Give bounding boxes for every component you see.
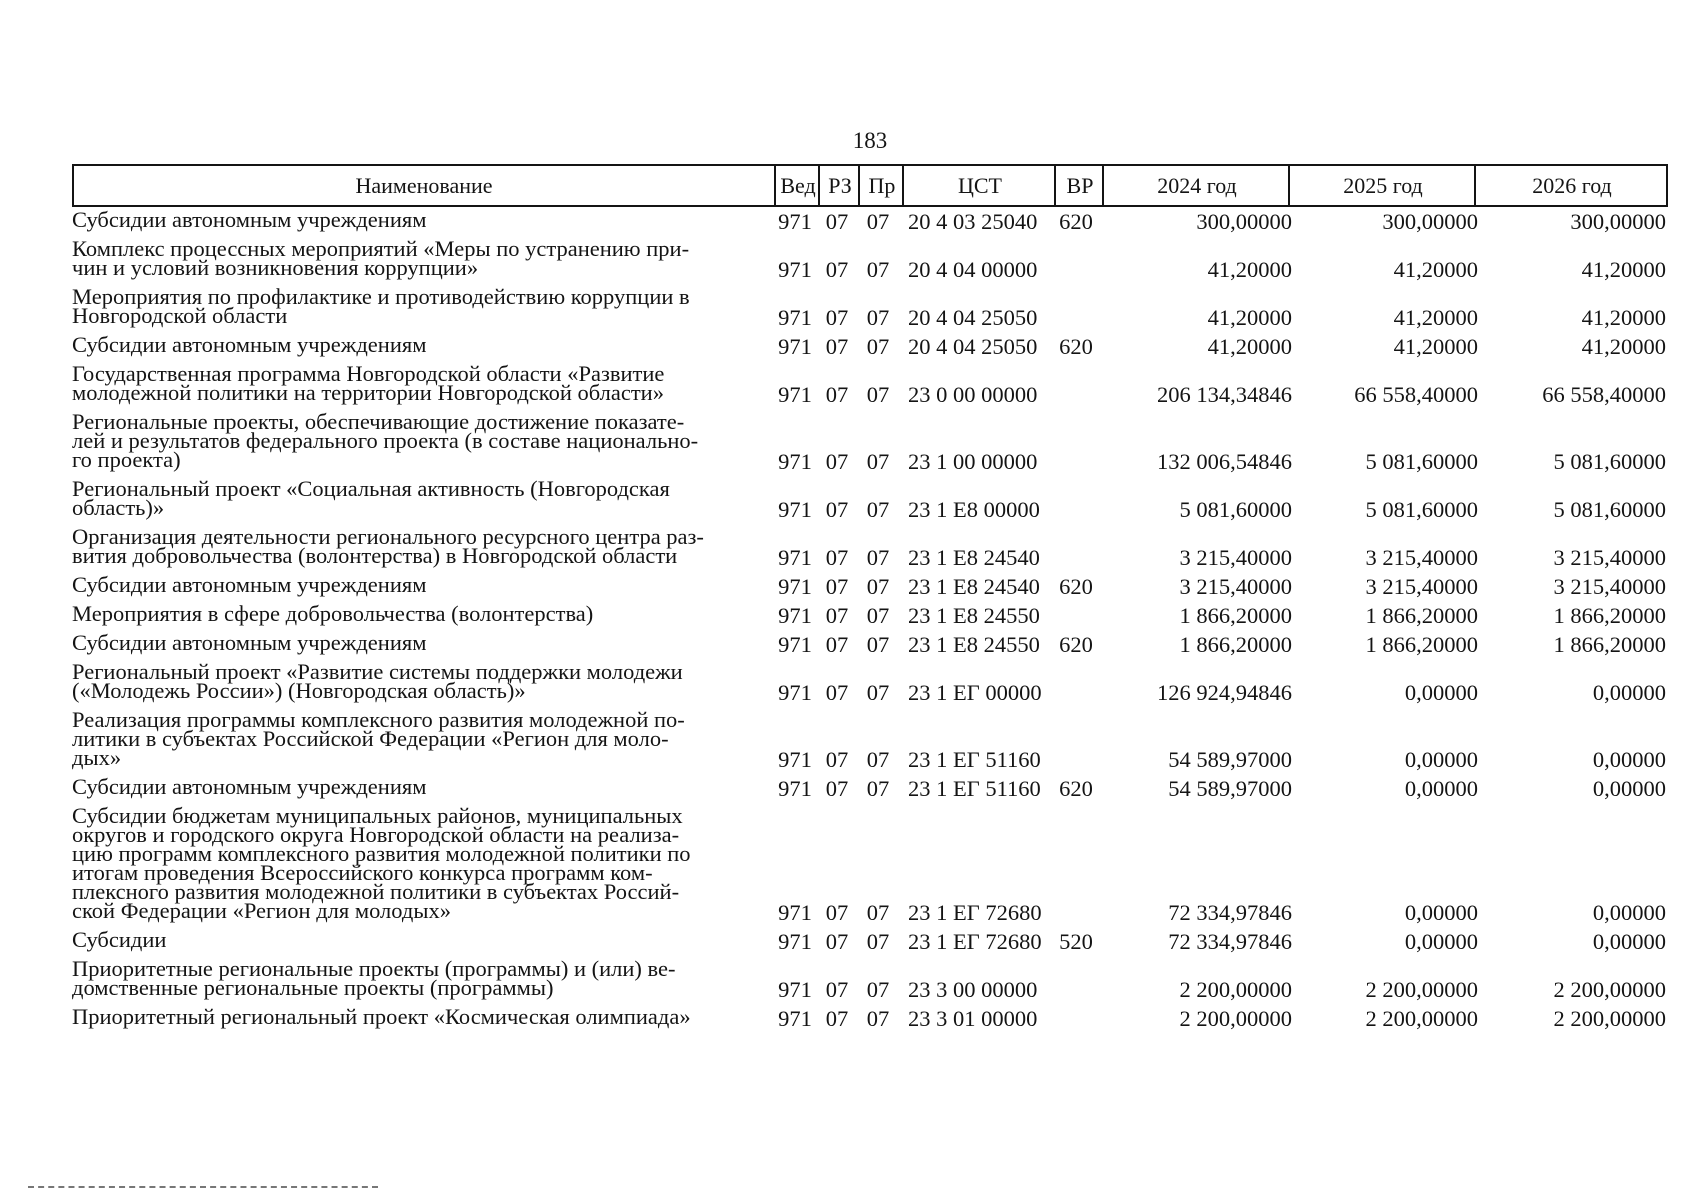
- row-name: [72, 476, 764, 520]
- amount-2025: 5 081,60000: [1365, 497, 1478, 522]
- pr-cell: 07: [866, 929, 890, 954]
- row-name-line: итогам проведения Всероссийского конкурса программ ком-: [72, 860, 653, 885]
- amount-2024: 3 215,40000: [1179, 574, 1292, 599]
- ved-cell: 971: [778, 209, 812, 234]
- row-name-line: Субсидии автономным учреждениям: [72, 332, 427, 357]
- amount-2024: 41,20000: [1207, 334, 1292, 359]
- amount-2025: 2 200,00000: [1365, 1006, 1478, 1031]
- ved-cell: 971: [778, 305, 812, 330]
- pr-cell: 07: [866, 900, 890, 925]
- cst-cell: 23 1 00 00000: [908, 449, 1038, 474]
- amount-2025: 0,00000: [1404, 747, 1478, 772]
- ved-cell: 971: [778, 929, 812, 954]
- header-2025: 2025 год: [1288, 166, 1476, 205]
- row-name-line: («Молодежь России») (Новгородская область)»: [72, 678, 526, 703]
- amount-2024: 5 081,60000: [1179, 497, 1292, 522]
- row-name-line: Реализация программы комплексного развития молодежной по-: [72, 707, 685, 732]
- rz-cell: 07: [825, 545, 849, 570]
- table-row: [72, 572, 1668, 601]
- row-name-line: дых»: [72, 745, 122, 770]
- table-row: [72, 601, 1668, 630]
- row-name-line: Мероприятия в сфере добровольчества (волонтерства): [72, 601, 594, 626]
- header-ved: Вед: [774, 166, 820, 205]
- header-pr: Пр: [858, 166, 904, 205]
- row-name-line: лей и результатов федерального проекта (в составе национально-: [72, 428, 699, 453]
- amount-2026: 300,00000: [1570, 209, 1666, 234]
- amount-2026: 0,00000: [1592, 900, 1666, 925]
- header-vr: ВР: [1054, 166, 1104, 205]
- cst-cell: 23 1 E8 24540: [908, 574, 1040, 599]
- amount-2026: 0,00000: [1592, 680, 1666, 705]
- amount-2026: 3 215,40000: [1553, 545, 1666, 570]
- row-name: [72, 207, 764, 232]
- ved-cell: 971: [778, 977, 812, 1002]
- ved-cell: 971: [778, 574, 812, 599]
- row-name: [72, 361, 764, 405]
- ved-cell: 971: [778, 747, 812, 772]
- cst-cell: 23 1 ЕГ 51160: [908, 776, 1041, 801]
- ved-cell: 971: [778, 449, 812, 474]
- pr-cell: 07: [866, 305, 890, 330]
- pr-cell: 07: [866, 257, 890, 282]
- rz-cell: 07: [825, 497, 849, 522]
- row-name-line: Субсидии бюджетам муниципальных районов, муниципальных: [72, 803, 683, 828]
- row-name: [72, 236, 764, 280]
- row-name-line: Региональные проекты, обеспечивающие достижение показате-: [72, 409, 685, 434]
- cst-cell: 23 3 00 00000: [908, 977, 1038, 1002]
- table-row: [72, 476, 1668, 524]
- cst-cell: 23 1 ЕГ 51160: [908, 747, 1041, 772]
- cst-cell: 20 4 04 00000: [908, 257, 1038, 282]
- cst-cell: 23 1 E8 00000: [908, 497, 1040, 522]
- table-row: [72, 927, 1668, 956]
- row-name-line: Новгородской области: [72, 303, 288, 328]
- footer-rule: [28, 1186, 378, 1188]
- row-name: [72, 409, 764, 472]
- row-name-line: домственные региональные проекты (программы): [72, 975, 554, 1000]
- rz-cell: 07: [825, 209, 849, 234]
- table-row: [72, 803, 1668, 927]
- row-name: [72, 803, 764, 923]
- amount-2026: 5 081,60000: [1553, 497, 1666, 522]
- amount-2024: 72 334,97846: [1168, 929, 1292, 954]
- pr-cell: 07: [866, 209, 890, 234]
- rz-cell: 07: [825, 449, 849, 474]
- rz-cell: 07: [825, 900, 849, 925]
- pr-cell: 07: [866, 545, 890, 570]
- amount-2025: 0,00000: [1404, 680, 1478, 705]
- cst-cell: 23 3 01 00000: [908, 1006, 1038, 1031]
- rz-cell: 07: [825, 977, 849, 1002]
- row-name: [72, 630, 764, 655]
- rz-cell: 07: [825, 603, 849, 628]
- row-name-line: молодежной политики на территории Новгородской области»: [72, 380, 664, 405]
- amount-2024: 54 589,97000: [1168, 747, 1292, 772]
- cst-cell: 23 1 E8 24540: [908, 545, 1040, 570]
- row-name-line: цию программ комплексного развития молодежной политики по: [72, 841, 691, 866]
- row-name-line: вития добровольчества (волонтерства) в Новгородской области: [72, 543, 678, 568]
- header-cst: ЦСТ: [902, 166, 1056, 205]
- amount-2026: 0,00000: [1592, 776, 1666, 801]
- table-row: [72, 956, 1668, 1004]
- vr-cell: 620: [1059, 574, 1093, 599]
- amount-2024: 54 589,97000: [1168, 776, 1292, 801]
- pr-cell: 07: [866, 680, 890, 705]
- row-name-line: плексного развития молодежной политики в субъектах Россий-: [72, 879, 680, 904]
- row-name-line: Приоритетный региональный проект «Космическая олимпиада»: [72, 1004, 691, 1029]
- cst-cell: 20 4 04 25050: [908, 334, 1038, 359]
- rz-cell: 07: [825, 680, 849, 705]
- cst-cell: 23 1 ЕГ 72680: [908, 900, 1042, 925]
- row-name: [72, 927, 764, 952]
- ved-cell: 971: [778, 497, 812, 522]
- amount-2024: 206 134,34846: [1157, 382, 1292, 407]
- amount-2026: 5 081,60000: [1553, 449, 1666, 474]
- rz-cell: 07: [825, 305, 849, 330]
- row-name-line: Субсидии автономным учреждениям: [72, 207, 427, 232]
- pr-cell: 07: [866, 747, 890, 772]
- table-row: [72, 207, 1668, 236]
- row-name: [72, 774, 764, 799]
- amount-2025: 2 200,00000: [1365, 977, 1478, 1002]
- row-name-line: Субсидии автономным учреждениям: [72, 774, 427, 799]
- amount-2024: 2 200,00000: [1179, 1006, 1292, 1031]
- amount-2026: 0,00000: [1592, 929, 1666, 954]
- row-name: [72, 1004, 764, 1029]
- rz-cell: 07: [825, 334, 849, 359]
- row-name-line: ской Федерации «Регион для молодых»: [72, 898, 451, 923]
- header-2026: 2026 год: [1474, 166, 1668, 205]
- table-row: [72, 332, 1668, 361]
- ved-cell: 971: [778, 776, 812, 801]
- row-name: [72, 659, 764, 703]
- row-name-line: Приоритетные региональные проекты (программы) и (или) ве-: [72, 956, 676, 981]
- amount-2024: 1 866,20000: [1179, 603, 1292, 628]
- table-row: [72, 524, 1668, 572]
- amount-2025: 41,20000: [1393, 305, 1478, 330]
- table-row: [72, 630, 1668, 659]
- rz-cell: 07: [825, 632, 849, 657]
- rz-cell: 07: [825, 929, 849, 954]
- amount-2026: 2 200,00000: [1553, 1006, 1666, 1031]
- row-name-line: Субсидии автономным учреждениям: [72, 572, 427, 597]
- amount-2026: 1 866,20000: [1553, 632, 1666, 657]
- pr-cell: 07: [866, 632, 890, 657]
- row-name-line: чин и условий возникновения коррупции»: [72, 255, 479, 280]
- row-name: [72, 601, 764, 626]
- ved-cell: 971: [778, 545, 812, 570]
- table-body: [72, 207, 1668, 1033]
- pr-cell: 07: [866, 574, 890, 599]
- amount-2024: 41,20000: [1207, 305, 1292, 330]
- pr-cell: 07: [866, 449, 890, 474]
- row-name: [72, 524, 764, 568]
- rz-cell: 07: [825, 1006, 849, 1031]
- amount-2026: 66 558,40000: [1542, 382, 1666, 407]
- row-name-line: Государственная программа Новгородской области «Развитие: [72, 361, 665, 386]
- ved-cell: 971: [778, 603, 812, 628]
- cst-cell: 20 4 03 25040: [908, 209, 1038, 234]
- amount-2026: 41,20000: [1581, 305, 1666, 330]
- vr-cell: 620: [1059, 632, 1093, 657]
- cst-cell: 23 0 00 00000: [908, 382, 1038, 407]
- table-row: [72, 1004, 1668, 1033]
- table-row: [72, 659, 1668, 707]
- pr-cell: 07: [866, 334, 890, 359]
- vr-cell: 620: [1059, 776, 1093, 801]
- amount-2026: 2 200,00000: [1553, 977, 1666, 1002]
- amount-2026: 0,00000: [1592, 747, 1666, 772]
- vr-cell: 620: [1059, 209, 1093, 234]
- pr-cell: 07: [866, 776, 890, 801]
- table-row: [72, 284, 1668, 332]
- row-name: [72, 284, 764, 328]
- row-name: [72, 572, 764, 597]
- pr-cell: 07: [866, 1006, 890, 1031]
- amount-2024: 41,20000: [1207, 257, 1292, 282]
- pr-cell: 07: [866, 382, 890, 407]
- amount-2025: 300,00000: [1382, 209, 1478, 234]
- row-name-line: Организация деятельности регионального ресурсного центра раз-: [72, 524, 704, 549]
- cst-cell: 20 4 04 25050: [908, 305, 1038, 330]
- amount-2026: 41,20000: [1581, 257, 1666, 282]
- row-name-line: го проекта): [72, 447, 181, 472]
- header-2024: 2024 год: [1102, 166, 1290, 205]
- amount-2025: 1 866,20000: [1365, 632, 1478, 657]
- cst-cell: 23 1 ЕГ 72680: [908, 929, 1042, 954]
- table-header: [72, 164, 1668, 207]
- amount-2025: 1 866,20000: [1365, 603, 1478, 628]
- ved-cell: 971: [778, 382, 812, 407]
- amount-2025: 5 081,60000: [1365, 449, 1478, 474]
- cst-cell: 23 1 E8 24550: [908, 632, 1040, 657]
- amount-2025: 41,20000: [1393, 257, 1478, 282]
- row-name-line: Региональный проект «Социальная активность (Новгородская: [72, 476, 670, 501]
- row-name-line: округов и городского округа Новгородской области на реализа-: [72, 822, 680, 847]
- pr-cell: 07: [866, 603, 890, 628]
- row-name-line: Региональный проект «Развитие системы поддержки молодежи: [72, 659, 683, 684]
- vr-cell: 620: [1059, 334, 1093, 359]
- table-row: [72, 361, 1668, 409]
- amount-2024: 3 215,40000: [1179, 545, 1292, 570]
- ved-cell: 971: [778, 680, 812, 705]
- amount-2024: 300,00000: [1196, 209, 1292, 234]
- table-row: [72, 236, 1668, 284]
- rz-cell: 07: [825, 776, 849, 801]
- row-name-line: Субсидии: [72, 927, 167, 952]
- rz-cell: 07: [825, 747, 849, 772]
- amount-2025: 3 215,40000: [1365, 574, 1478, 599]
- row-name: [72, 956, 764, 1000]
- amount-2025: 0,00000: [1404, 900, 1478, 925]
- amount-2024: 72 334,97846: [1168, 900, 1292, 925]
- amount-2025: 0,00000: [1404, 929, 1478, 954]
- row-name-line: Мероприятия по профилактике и противодействию коррупции в: [72, 284, 690, 309]
- rz-cell: 07: [825, 574, 849, 599]
- row-name-line: литики в субъектах Российской Федерации «Регион для моло-: [72, 726, 669, 751]
- ved-cell: 971: [778, 1006, 812, 1031]
- amount-2026: 1 866,20000: [1553, 603, 1666, 628]
- amount-2025: 41,20000: [1393, 334, 1478, 359]
- header-rz: РЗ: [818, 166, 860, 205]
- rz-cell: 07: [825, 382, 849, 407]
- rz-cell: 07: [825, 257, 849, 282]
- amount-2024: 2 200,00000: [1179, 977, 1292, 1002]
- amount-2024: 126 924,94846: [1157, 680, 1292, 705]
- row-name: [72, 332, 764, 357]
- row-name-line: Субсидии автономным учреждениям: [72, 630, 427, 655]
- row-name: [72, 707, 764, 770]
- vr-cell: 520: [1059, 929, 1093, 954]
- amount-2025: 0,00000: [1404, 776, 1478, 801]
- amount-2024: 132 006,54846: [1157, 449, 1292, 474]
- table-row: [72, 707, 1668, 774]
- ved-cell: 971: [778, 257, 812, 282]
- pr-cell: 07: [866, 977, 890, 1002]
- table-row: [72, 774, 1668, 803]
- pr-cell: 07: [866, 497, 890, 522]
- amount-2026: 41,20000: [1581, 334, 1666, 359]
- cst-cell: 23 1 E8 24550: [908, 603, 1040, 628]
- amount-2025: 3 215,40000: [1365, 545, 1478, 570]
- page-number: 183: [852, 128, 888, 153]
- cst-cell: 23 1 ЕГ 00000: [908, 680, 1042, 705]
- row-name-line: область)»: [72, 495, 165, 520]
- header-name: Наименование: [355, 172, 493, 198]
- amount-2025: 66 558,40000: [1354, 382, 1478, 407]
- row-name-line: Комплекс процессных мероприятий «Меры по устранению при-: [72, 236, 690, 261]
- ved-cell: 971: [778, 900, 812, 925]
- ved-cell: 971: [778, 334, 812, 359]
- amount-2026: 3 215,40000: [1553, 574, 1666, 599]
- ved-cell: 971: [778, 632, 812, 657]
- table-row: [72, 409, 1668, 476]
- amount-2024: 1 866,20000: [1179, 632, 1292, 657]
